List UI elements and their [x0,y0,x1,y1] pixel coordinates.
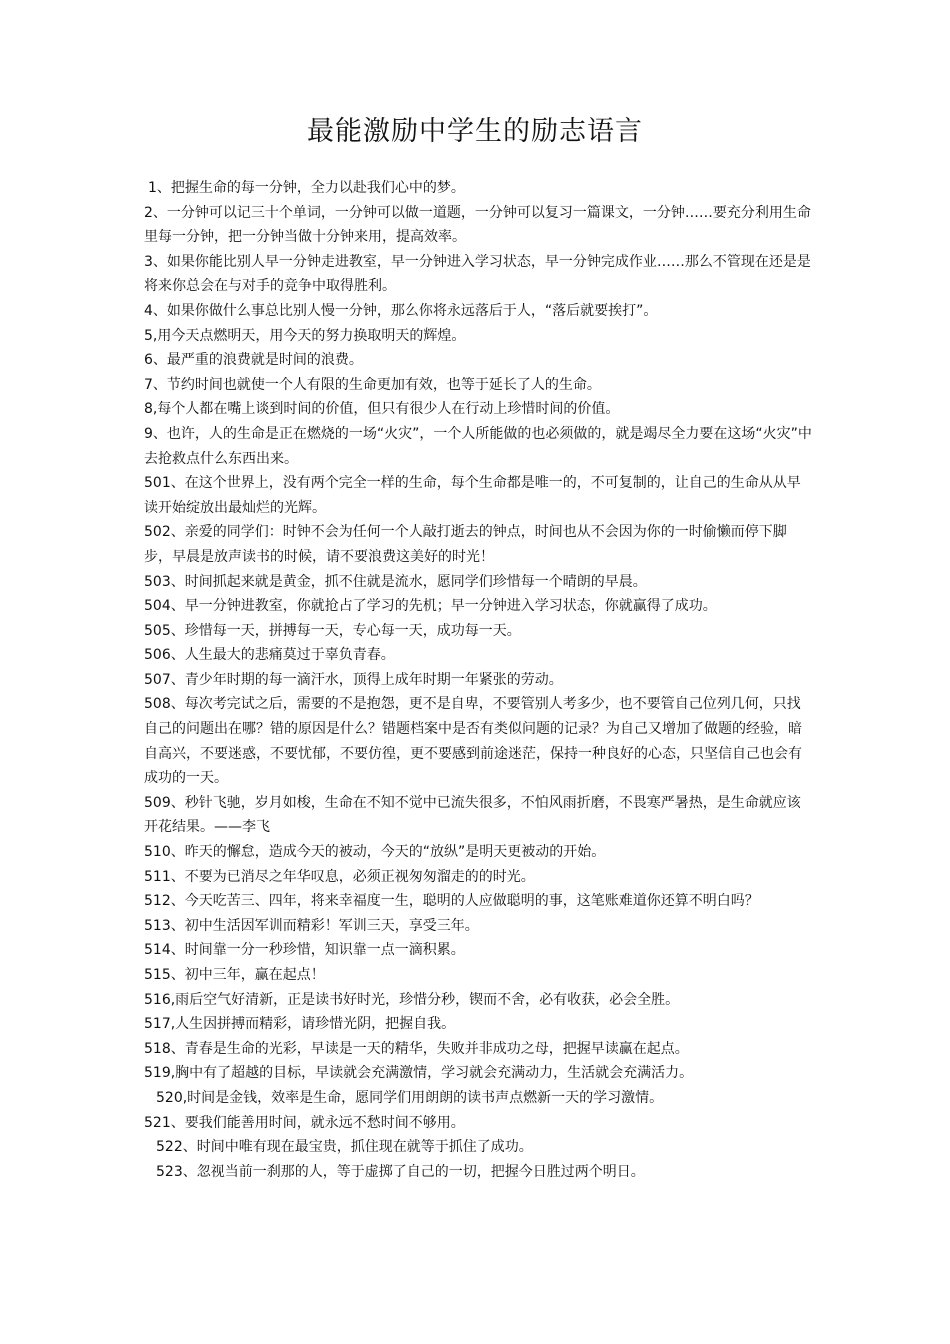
list-item: 517,人生因拼搏而精彩，请珍惜光阴，把握自我。 [144,1016,456,1033]
list-item: 515、初中三年，赢在起点！ [144,967,325,983]
list-item: 8,每个人都在嘴上谈到时间的价值，但只有很少人在行动上珍惜时间的价值。 [144,401,620,418]
list-item: 505、珍惜每一天，拼搏每一天，专心每一天，成功每一天。 [144,622,521,639]
list-item: 5,用今天点燃明天，用今天的努力换取明天的辉煌。 [144,327,466,344]
list-item: 9、也许，人的生命是正在燃烧的一场“火灾”，一个人所能做的也必须做的，就是竭尽全力要在这场“火灾”中去抢救点什么东西出来。 [144,425,812,467]
list-item: 521、要我们能善用时间，就永远不愁时间不够用。 [144,1114,465,1131]
list-item: 518、青春是生命的光彩，早读是一天的精华，失败并非成功之母，把握早读赢在起点。 [144,1040,689,1057]
list-item: 508、每次考完试之后，需要的不是抱怨，更不是自卑，不要管别人考多少，也不要管自己位列几何，只找自己的问题出在哪？错的原因是什么？错题档案中是否有类似问题的记录？为自己又增加了做题的经验，暗自高兴，不要迷惑，不要忧郁，不要仿徨，更不要感到前途迷茫，保持一种良好的心态，只坚信自己也会有成功的一天。 [144,696,802,787]
list-item: 522、时间中唯有现在最宝贵，抓住现在就等于抓住了成功。 [156,1139,533,1156]
list-item: 520,时间是金钱，效率是生命，愿同学们用朗朗的读书声点燃新一天的学习激情。 [156,1089,664,1106]
list-item: 3、如果你能比别人早一分钟走进教室，早一分钟进入学习状态，早一分钟完成作业……那么不管现在还是是将来你总会在与对手的竞争中取得胜利。 [144,253,811,295]
list-item: 513、初中生活因军训而精彩！军训三天，享受三年。 [144,917,479,934]
list-item: 511、不要为已消尽之年华叹息，必须正视匆匆溜走的的时光。 [144,868,535,885]
list-item: 7、节约时间也就使一个人有限的生命更加有效，也等于延长了人的生命。 [144,376,601,393]
list-item: 523、忽视当前一刹那的人，等于虚掷了自己的一切，把握今日胜过两个明日。 [156,1163,645,1180]
list-item: 519,胸中有了超越的目标，早读就会充满激情，学习就会充满动力，生活就会充满活力。 [144,1065,694,1082]
list-item: 2、一分钟可以记三十个单词，一分钟可以做一道题，一分钟可以复习一篇课文，一分钟……要充分利用生命里每一分钟，把一分钟当做十分钟来用，提高效率。 [144,204,811,246]
list-item: 509、秒针飞驰，岁月如梭，生命在不知不觉中已流失很多，不怕风雨折磨，不畏寒严暑热，是生命就应该开花结果。——李飞 [144,794,801,836]
list-item: 514、时间靠一分一秒珍惜，知识靠一点一滴积累。 [144,942,465,959]
list-item: 504、早一分钟进教室，你就抢占了学习的先机；早一分钟进入学习状态，你就赢得了成功。 [144,598,717,615]
list-item: 516,雨后空气好清新，正是读书好时光，珍惜分秒，锲而不舍，必有收获，必会全胜。 [144,991,680,1008]
list-item: 503、时间抓起来就是黄金，抓不住就是流水，愿同学们珍惜每一个晴朗的早晨。 [144,573,647,590]
list-item: 6、最严重的浪费就是时间的浪费。 [144,352,363,369]
list-item: 501、在这个世界上，没有两个完全一样的生命，每个生命都是唯一的，不可复制的，让自己的生命从从早读开始绽放出最灿烂的光辉。 [144,475,801,516]
quote-list [144,176,814,1184]
list-item: 510、昨天的懈怠，造成今天的被动，今天的“放纵”是明天更被动的开始。 [144,844,606,861]
list-item: 1、把握生命的每一分钟，全力以赴我们心中的梦。 [148,180,465,196]
list-item: 4、如果你做什么事总比别人慢一分钟，那么你将永远落后于人，“落后就要挨打”。 [144,302,658,319]
list-item: 512、今天吃苦三、四年，将来幸福度一生，聪明的人应做聪明的事，这笔账难道你还算不明白吗？ [144,893,759,910]
list-item: 507、青少年时期的每一滴汗水，顶得上成年时期一年紧张的劳动。 [144,671,563,688]
list-item: 502、亲爱的同学们：时钟不会为任何一个人敲打逝去的钟点，时间也从不会因为你的一时偷懒而停下脚步，早晨是放声读书的时候，请不要浪费这美好的时光！ [144,524,787,565]
page-title: 最能激励中学生的励志语言 [307,116,643,147]
list-item: 506、人生最大的悲痛莫过于辜负青春。 [144,647,395,664]
